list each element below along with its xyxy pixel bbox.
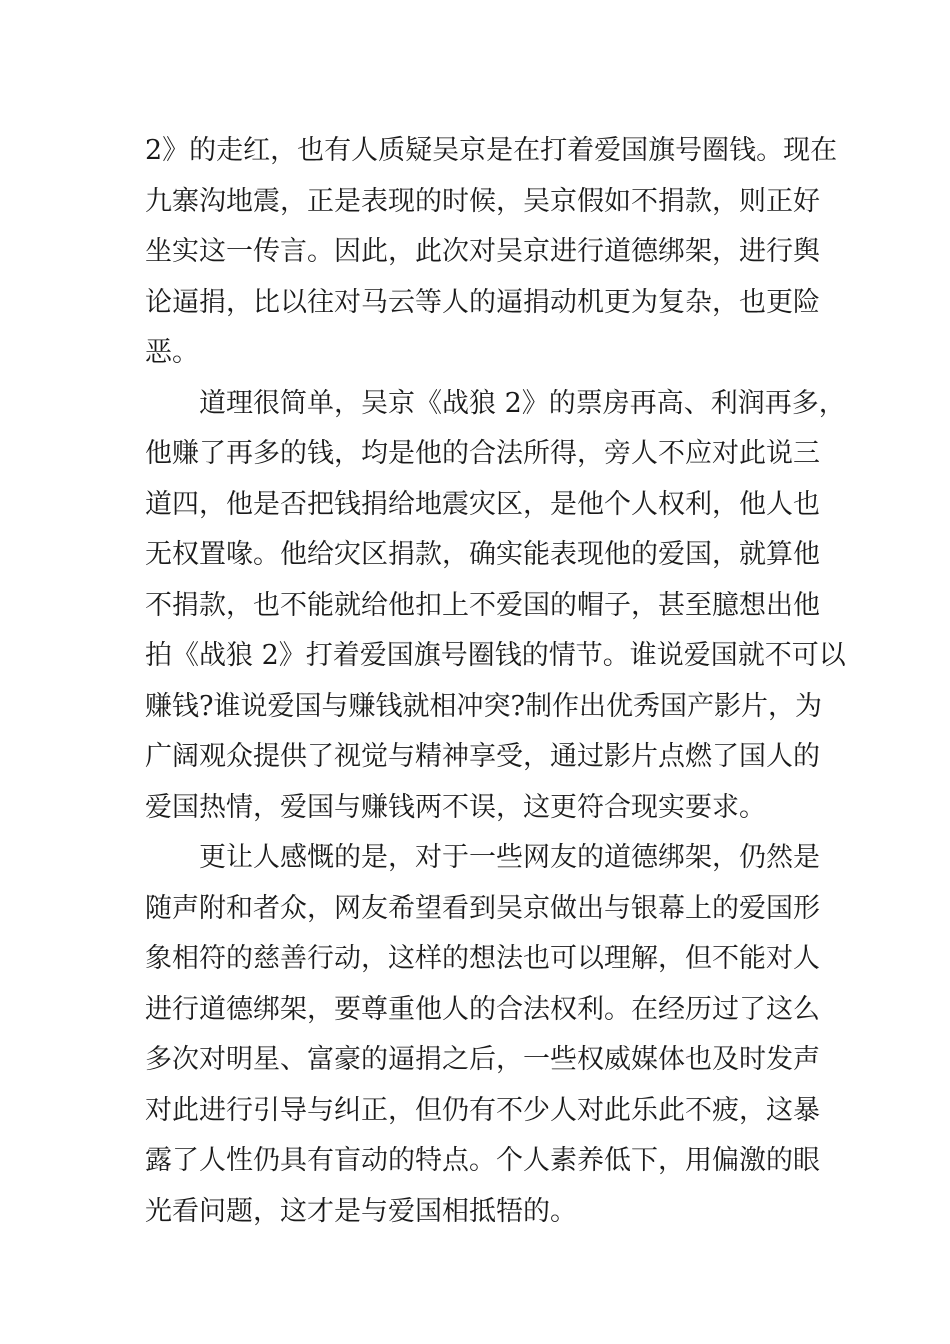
text-line: 更让人感慨的是，对于一些网友的道德绑架，仍然是 — [199, 842, 820, 873]
text-line: 坐实这一传言。因此，此次对吴京进行道德绑架，进行舆 — [145, 236, 820, 267]
text-line: 赚钱?谁说爱国与赚钱就相冲突?制作出优秀国产影片，为 — [145, 690, 822, 722]
text-line: 九寨沟地震，正是表现的时候，吴京假如不捐款，则正好 — [145, 185, 820, 217]
text-line: 多次对明星、富豪的逼捐之后，一些权威媒体也及时发声 — [145, 1044, 820, 1075]
text-line: 爱国热情，爱国与赚钱两不误，这更符合现实要求。 — [145, 791, 766, 823]
article-body — [145, 126, 846, 1237]
text-line: 无权置喙。他给灾区捐款，确实能表现他的爱国，就算他 — [145, 539, 820, 570]
text-line: 道理很简单，吴京《战狼 2》的票房再高、利润再多， — [199, 387, 846, 419]
text-line: 2》的走红，也有人质疑吴京是在打着爱国旗号圈钱。现在 — [145, 135, 838, 166]
text-line: 他赚了再多的钱，均是他的合法所得，旁人不应对此说三 — [145, 438, 820, 469]
text-line: 不捐款，也不能就给他扣上不爱国的帽子，甚至臆想出他 — [145, 589, 820, 621]
text-line: 道四，他是否把钱捐给地震灾区，是他个人权利，他人也 — [145, 488, 820, 520]
text-line: 恶。 — [145, 337, 199, 368]
text-line: 露了人性仍具有盲动的特点。个人素养低下，用偏激的眼 — [145, 1145, 820, 1176]
text-line: 论逼捐，比以往对马云等人的逼捐动机更为复杂，也更险 — [145, 286, 820, 318]
text-line: 光看问题，这才是与爱国相抵牾的。 — [145, 1195, 577, 1227]
text-line: 广阔观众提供了视觉与精神享受，通过影片点燃了国人的 — [145, 741, 820, 772]
text-line: 随声附和者众，网友希望看到吴京做出与银幕上的爱国形 — [145, 892, 820, 924]
text-line: 进行道德绑架，要尊重他人的合法权利。在经历过了这么 — [145, 993, 820, 1025]
text-line: 拍《战狼 2》打着爱国旗号圈钱的情节。谁说爱国就不可以 — [145, 640, 846, 671]
text-line: 象相符的慈善行动，这样的想法也可以理解，但不能对人 — [145, 943, 820, 974]
text-line: 对此进行引导与纠正，但仍有不少人对此乐此不疲，这暴 — [145, 1094, 820, 1126]
